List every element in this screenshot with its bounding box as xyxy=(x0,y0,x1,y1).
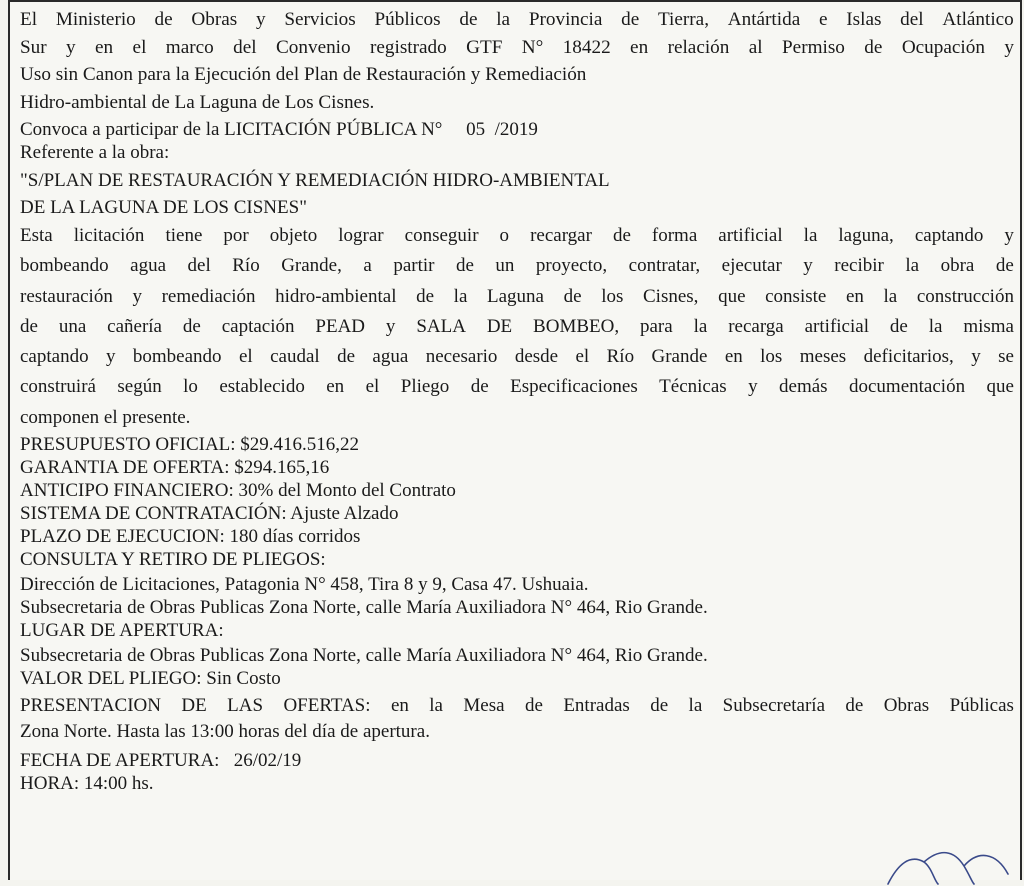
word: que xyxy=(986,376,1014,398)
word: en xyxy=(95,36,114,58)
word: Mesa xyxy=(463,695,505,717)
word: en xyxy=(390,695,409,717)
word: Obras xyxy=(191,9,238,30)
word: los xyxy=(760,346,783,368)
word: BOMBEO, xyxy=(533,315,620,337)
word: obra xyxy=(940,255,975,277)
word: licitación xyxy=(73,225,145,246)
word: deficitarios, xyxy=(863,346,954,368)
word: captando xyxy=(914,225,984,246)
word: por xyxy=(223,225,249,246)
word: Públicas xyxy=(949,695,1014,717)
presupuesto-oficial: PRESUPUESTO OFICIAL: $29.416.516,22 xyxy=(20,434,360,456)
word: en xyxy=(845,285,864,307)
word: Entradas xyxy=(563,695,630,717)
obra-title-line-2: DE LA LAGUNA DE LOS CISNES" xyxy=(20,197,307,218)
word: bombeando xyxy=(20,255,109,277)
word: de xyxy=(182,315,201,337)
word: Públicos xyxy=(374,9,441,30)
word: e xyxy=(818,9,828,30)
lugar-apertura-address: Subsecretaria de Obras Publicas Zona Norte, calle María Auxiliadora N° 464, Rio Grande. xyxy=(20,645,708,667)
word: según xyxy=(117,376,162,398)
word: y xyxy=(105,346,116,368)
word: DE xyxy=(486,315,513,337)
word: demás xyxy=(779,376,828,398)
word: SALA xyxy=(416,315,466,337)
word: un xyxy=(495,255,515,277)
word: objeto xyxy=(269,225,318,246)
word: la xyxy=(883,285,898,307)
word: de xyxy=(459,9,478,30)
objeto-line xyxy=(20,282,1014,312)
word: recargar xyxy=(530,225,592,246)
header-line xyxy=(20,34,1014,62)
word: agua xyxy=(372,346,409,368)
word: consiste xyxy=(765,285,827,307)
word: el xyxy=(575,346,590,368)
word: Grande xyxy=(651,346,708,368)
word: de xyxy=(612,225,631,246)
word: del xyxy=(900,9,924,30)
objeto-line xyxy=(20,342,1014,372)
word: PEAD xyxy=(315,315,366,337)
word: restauración xyxy=(20,285,113,307)
word: una xyxy=(58,315,87,337)
word: relación xyxy=(667,36,730,58)
word: de xyxy=(864,36,883,58)
objeto-line xyxy=(20,251,1014,281)
word: se xyxy=(998,346,1014,368)
anticipo-financiero: ANTICIPO FINANCIERO: 30% del Monto del Contrato xyxy=(20,480,456,502)
word: del xyxy=(233,36,257,58)
word: Tierra, xyxy=(658,9,709,30)
word: hidro-ambiental xyxy=(275,285,397,307)
word: el xyxy=(132,36,147,58)
word: remediación xyxy=(161,285,256,307)
word: en xyxy=(630,36,649,58)
header-line: Uso sin Canon para la Ejecución del Plan de Restauración y Remediación xyxy=(20,64,587,85)
word: que xyxy=(718,285,746,307)
word: conseguir xyxy=(404,225,479,246)
garantia-oferta: GARANTIA DE OFERTA: $294.165,16 xyxy=(20,457,330,479)
word: en xyxy=(724,346,743,368)
word: contratar, xyxy=(628,255,701,277)
word: de xyxy=(845,695,864,717)
items-list xyxy=(20,433,1014,690)
word: registrado xyxy=(370,36,447,58)
word: el xyxy=(238,346,253,368)
word: para xyxy=(639,315,673,337)
word: Cisnes, xyxy=(643,285,699,307)
word: de xyxy=(416,285,435,307)
fecha-apertura: FECHA DE APERTURA: 26/02/19 xyxy=(20,750,302,772)
word: y xyxy=(255,9,266,30)
signature-scribble xyxy=(884,844,1014,886)
objeto-line: componen el presente. xyxy=(20,406,191,428)
plazo-ejecucion: PLAZO DE EJECUCION: 180 días corridos xyxy=(20,526,361,548)
word: lograr xyxy=(338,225,384,246)
word: y xyxy=(66,36,76,58)
word: en xyxy=(326,376,345,398)
word: LAS xyxy=(227,695,264,717)
word: lo xyxy=(183,376,198,398)
word: meses xyxy=(799,346,847,368)
word: Subsecretaría xyxy=(722,695,826,717)
word: los xyxy=(601,285,624,307)
word: y xyxy=(132,285,142,307)
word: Pliego xyxy=(400,376,450,398)
direccion-licitaciones: Dirección de Licitaciones, Patagonia N° 458, Tira 8 y 9, Casa 47. Ushuaia. xyxy=(20,574,589,596)
word: construcción xyxy=(916,285,1014,307)
word: cañería xyxy=(107,315,162,337)
word: Sur xyxy=(20,36,47,58)
presentacion-line xyxy=(20,693,1014,719)
word: a xyxy=(363,255,372,277)
word: la xyxy=(693,315,708,337)
word: Servicios xyxy=(284,9,356,30)
word: documentación xyxy=(849,376,966,398)
word: Antártida xyxy=(727,9,801,30)
word: de xyxy=(889,315,908,337)
word: misma xyxy=(963,315,1014,337)
word: y xyxy=(385,315,396,337)
word: recarga xyxy=(728,315,784,337)
word: partir xyxy=(393,255,435,277)
word: marco xyxy=(165,36,214,58)
word: 18422 xyxy=(562,36,611,58)
word: de xyxy=(337,346,355,368)
header-paragraph xyxy=(20,6,1014,116)
word: Laguna xyxy=(487,285,544,307)
presentacion-line: Zona Norte. Hasta las 13:00 horas del día de apertura. xyxy=(20,721,430,743)
subsecretaria-address: Subsecretaria de Obras Publicas Zona Norte, calle María Auxiliadora N° 464, Rio Grande. xyxy=(20,597,708,619)
word: y xyxy=(1004,36,1014,58)
word: y xyxy=(803,255,813,277)
word: la xyxy=(803,225,818,246)
hora-apertura: HORA: 14:00 hs. xyxy=(20,773,154,795)
word: y xyxy=(748,376,758,398)
word: y xyxy=(971,346,981,368)
word: Permiso xyxy=(782,36,845,58)
word: construirá xyxy=(20,376,96,398)
word: establecido xyxy=(219,376,305,398)
header-line xyxy=(20,6,1014,34)
word: o xyxy=(499,225,510,246)
word: forma xyxy=(651,225,698,246)
objeto-line xyxy=(20,312,1014,342)
lugar-apertura-heading: LUGAR DE APERTURA: xyxy=(20,620,224,642)
word: y xyxy=(1004,225,1014,246)
word: Obras xyxy=(883,695,930,717)
word: de xyxy=(650,695,669,717)
objeto-line xyxy=(20,221,1014,251)
word: la xyxy=(688,695,703,717)
word: la xyxy=(496,9,511,30)
consulta-retiro-heading: CONSULTA Y RETIRO DE PLIEGOS: xyxy=(20,549,326,571)
word: de xyxy=(154,9,173,30)
word: al xyxy=(748,36,763,58)
word: laguna, xyxy=(838,225,894,246)
word: de xyxy=(621,9,640,30)
word: la xyxy=(928,315,943,337)
word: de xyxy=(995,255,1014,277)
word: PRESENTACION xyxy=(20,695,161,717)
word: Especificaciones xyxy=(510,376,638,398)
word: Ocupación xyxy=(901,36,985,58)
word: tiene xyxy=(165,225,203,246)
word: de xyxy=(470,376,489,398)
objeto-line xyxy=(20,372,1014,402)
word: Río xyxy=(232,255,260,277)
word: de xyxy=(455,255,474,277)
word: artificial xyxy=(718,225,783,246)
word: OFERTAS: xyxy=(283,695,371,717)
word: de xyxy=(563,285,582,307)
word: de xyxy=(20,315,38,337)
word: caudal xyxy=(270,346,320,368)
referente-line: Referente a la obra: xyxy=(20,142,170,163)
word: Esta xyxy=(20,225,53,246)
word: el xyxy=(365,376,380,398)
sistema-contratacion: SISTEMA DE CONTRATACIÓN: Ajuste Alzado xyxy=(20,503,399,525)
word: ejecutar xyxy=(721,255,782,277)
word: recibir xyxy=(834,255,884,277)
document-body xyxy=(20,6,1014,795)
word: bombeando xyxy=(132,346,222,368)
document-sheet xyxy=(8,0,1022,880)
word: Convenio xyxy=(275,36,351,58)
valor-pliego: VALOR DEL PLIEGO: Sin Costo xyxy=(20,668,281,690)
word: Técnicas xyxy=(659,376,727,398)
word: Provincia xyxy=(528,9,603,30)
word: GTF xyxy=(466,36,503,58)
word: Ministerio xyxy=(55,9,136,30)
word: de xyxy=(524,695,543,717)
word: captación xyxy=(221,315,295,337)
word: Islas xyxy=(846,9,882,30)
word: necesario xyxy=(425,346,498,368)
word: la xyxy=(905,255,920,277)
word: Río xyxy=(606,346,635,368)
word: artificial xyxy=(804,315,869,337)
convoca-line: Convoca a participar de la LICITACIÓN PÚBLICA N° 05 /2019 xyxy=(20,119,538,140)
word: El xyxy=(20,9,38,30)
header-line: Hidro-ambiental de La Laguna de Los Cisnes. xyxy=(20,91,375,113)
word: la xyxy=(453,285,468,307)
word: del xyxy=(187,255,211,277)
word: desde xyxy=(514,346,559,368)
obra-title-line-1: "S/PLAN DE RESTAURACIÓN Y REMEDIACIÓN HIDRO-AMBIENTAL xyxy=(20,170,610,191)
word: captando xyxy=(20,346,89,368)
word: agua xyxy=(130,255,167,277)
word: N° xyxy=(521,36,544,58)
word: DE xyxy=(181,695,207,717)
word: proyecto, xyxy=(535,255,608,277)
presentacion-paragraph xyxy=(20,693,1014,745)
word: Atlántico xyxy=(942,9,1014,30)
objeto-paragraph xyxy=(20,221,1014,433)
word: la xyxy=(429,695,443,717)
word: Grande, xyxy=(281,255,342,277)
